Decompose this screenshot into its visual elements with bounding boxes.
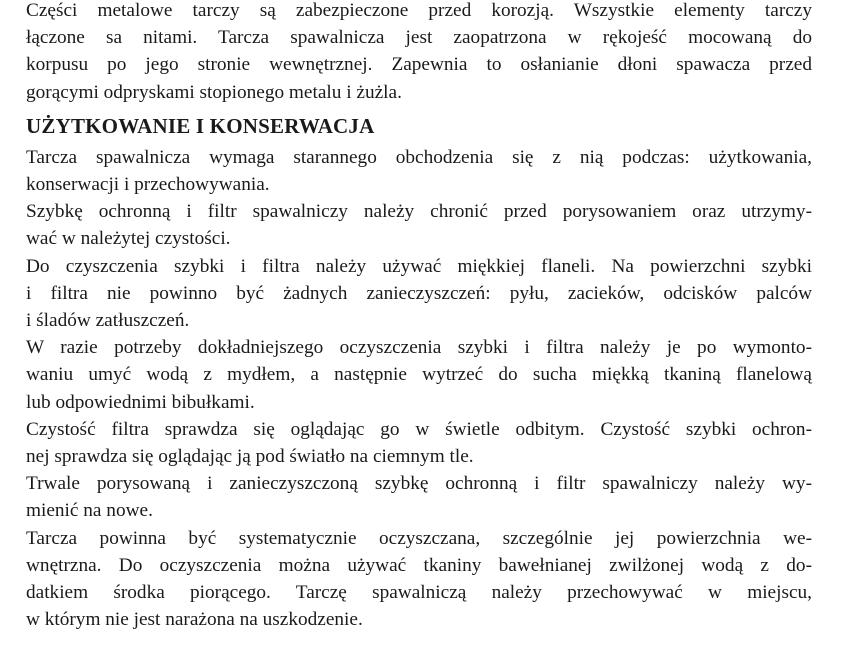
section-heading: UŻYTKOWANIE I KONSERWACJA [26, 113, 375, 138]
text-line: mienić na nowe. [26, 500, 153, 522]
text-line: Szybkę ochronną i filtr spawalniczy należy chronić przed porysowaniem oraz utrzymy- [26, 201, 812, 223]
text-line: waniu umyć wodą z mydłem, a następnie wytrzeć do sucha miękką tkaniną flanelową [26, 364, 812, 386]
paragraph-1 [26, 144, 812, 198]
text-line: korpusu po jego stronie wewnętrznej. Zapewnia to osłanianie dłoni spawacza przed [26, 54, 812, 76]
paragraph-7 [26, 525, 812, 634]
text-line: i filtra nie powinno być żadnych zanieczyszczeń: pyłu, zacieków, odcisków palców [26, 282, 812, 304]
text-line: Tarcza powinna być systematycznie oczyszczana, szczególnie jej powierzchnia we- [26, 527, 812, 549]
paragraph-5 [26, 416, 812, 470]
text-line: wać w należytej czystości. [26, 228, 231, 250]
intro-paragraph [26, 0, 812, 106]
text-line: datkiem środka piorącego. Tarczę spawalniczą należy przechowywać w miejscu, [26, 582, 812, 604]
document-page [26, 0, 812, 633]
text-line: w którym nie jest narażona na uszkodzenie. [26, 609, 363, 631]
text-line: Czystość filtra sprawdza się oglądając go w świetle odbitym. Czystość szybki ochron- [26, 418, 812, 440]
text-line: i śladów zatłuszczeń. [26, 310, 190, 332]
text-line: Tarcza spawalnicza wymaga starannego obchodzenia się z nią podczas: użytkowania, [26, 146, 812, 168]
text-line: lub odpowiednimi bibułkami. [26, 391, 255, 413]
text-line: konserwacji i przechowywania. [26, 174, 270, 196]
text-line: W razie potrzeby dokładniejszego oczyszczenia szybki i filtra należy je po wymonto- [26, 337, 812, 359]
paragraph-3 [26, 253, 812, 335]
paragraph-6 [26, 470, 812, 524]
text-line: Do czyszczenia szybki i filtra należy używać miękkiej flaneli. Na powierzchni szybki [26, 255, 812, 277]
text-line: łączone sa nitami. Tarcza spawalnicza jest zaopatrzona w rękojeść mocowaną do [26, 27, 812, 49]
text-line: nej sprawdza się oglądając ją pod światło na ciemnym tle. [26, 446, 474, 468]
text-line: gorącymi odpryskami stopionego metalu i żużla. [26, 81, 402, 103]
paragraph-4 [26, 334, 812, 416]
text-line: Trwale porysowaną i zanieczyszczoną szybkę ochronną i filtr spawalniczy należy wy- [26, 473, 812, 495]
paragraph-2 [26, 198, 812, 252]
text-line: Części metalowe tarczy są zabezpieczone przed korozją. Wszystkie elementy tarczy [26, 0, 812, 21]
text-line: wnętrzna. Do oczyszczenia można używać tkaniny bawełnianej zwilżonej wodą z do- [26, 554, 812, 576]
